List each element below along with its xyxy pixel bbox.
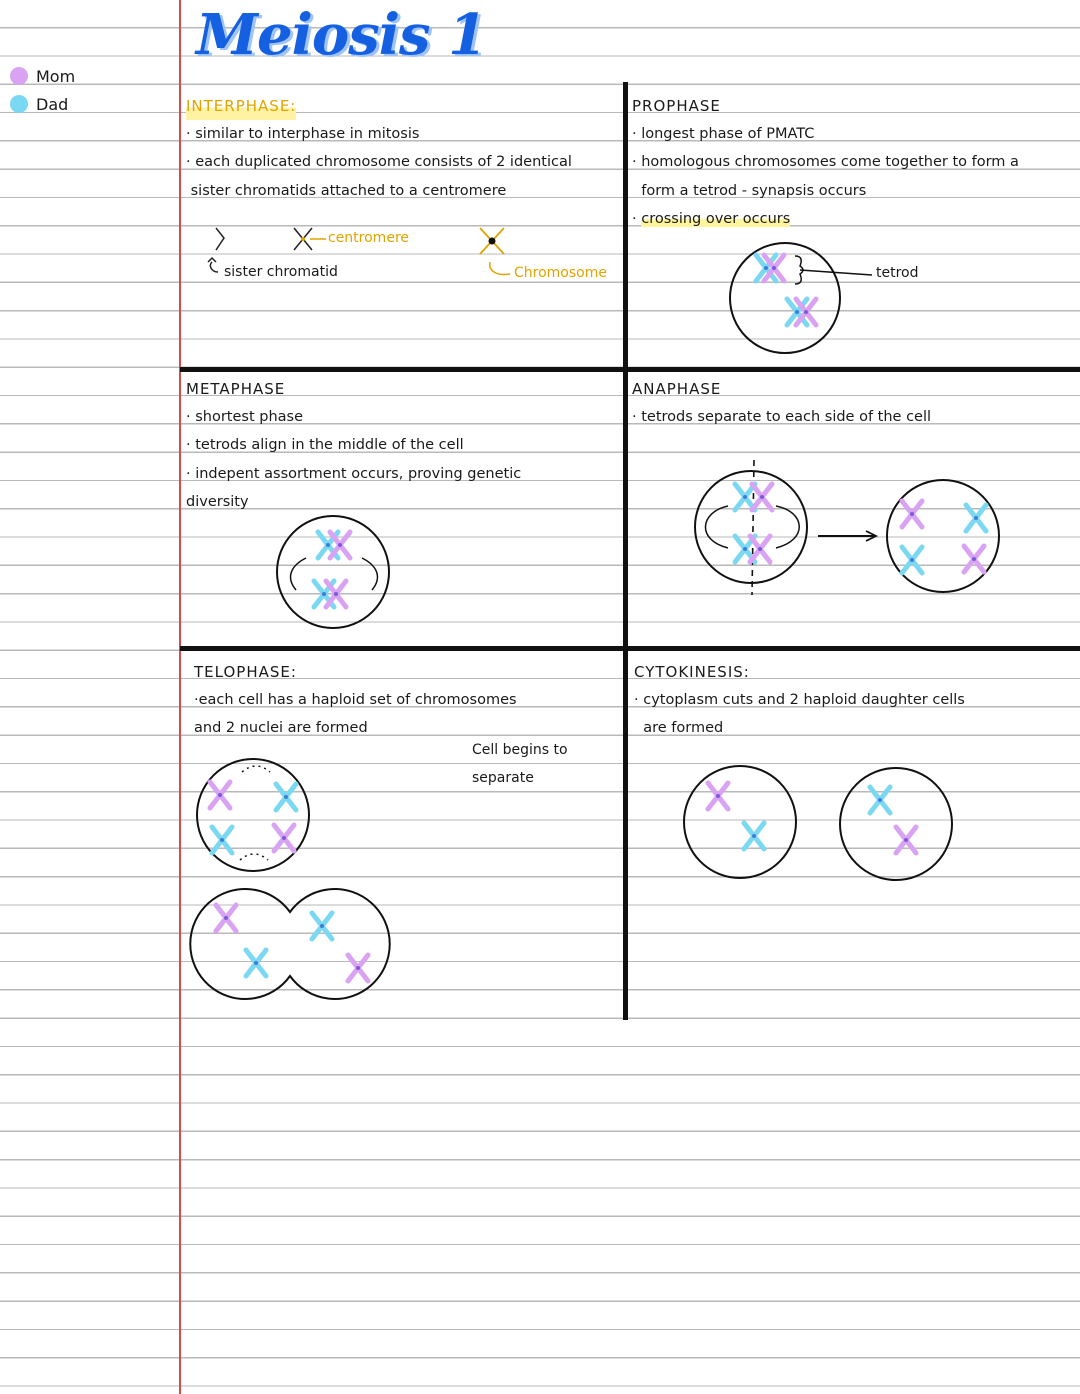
bullet-item: and 2 nuclei are formed — [194, 720, 368, 737]
section-heading: TELOPHASE: — [194, 663, 297, 681]
bullet-item: · tetrods separate to each side of the cell — [632, 409, 932, 425]
cytokinesis-cell-diagram-2 — [840, 768, 952, 880]
section-heading: METAPHASE — [186, 380, 286, 398]
metaphase-cell-diagram — [277, 516, 389, 628]
bullet-item: · indepent assortment occurs, proving genetic — [186, 465, 522, 482]
bullet-item: · crossing over occurs — [632, 210, 791, 227]
bullet-item: · cytoplasm cuts and 2 haploid daughter cells — [634, 692, 965, 708]
bullet-item: form a tetrod - synapsis occurs — [641, 182, 867, 199]
bullet-item: · homologous chromosomes come together to form a — [632, 154, 1019, 171]
dividing-cell-diagram — [190, 889, 389, 999]
section-heading: PROPHASE — [632, 97, 721, 115]
tetrod-label: tetrod — [876, 265, 919, 281]
bullet-item: · similar to interphase in mitosis — [186, 126, 420, 142]
centromere-label: centromere — [328, 230, 409, 246]
bullet-item: · shortest phase — [186, 409, 304, 425]
legend-label: Dad — [36, 94, 69, 114]
separate-note-line-2: separate — [472, 770, 534, 786]
anaphase-cell-diagram-2 — [887, 480, 999, 592]
bullet-item: · longest phase of PMATC — [632, 126, 815, 142]
bullet-item: · tetrods align in the middle of the cell — [186, 437, 464, 454]
section-heading: CYTOKINESIS: — [634, 663, 750, 681]
legend-label: Mom — [36, 66, 76, 86]
bullet-item: ·each cell has a haploid set of chromosomes — [194, 692, 517, 708]
sister-chromatid-label: sister chromatid — [224, 264, 338, 280]
page-title: Meiosis 1 — [196, 2, 487, 68]
chromosome-icon — [480, 228, 510, 275]
bullet-item: are formed — [643, 720, 724, 737]
bullet-item: · each duplicated chromosome consists of 2 identical — [186, 154, 572, 171]
sister-chromatid-icon — [208, 228, 224, 272]
chromosome-label: Chromosome — [514, 265, 607, 281]
centromere-icon — [294, 228, 326, 250]
section-heading: ANAPHASE — [632, 380, 722, 398]
separate-note-line-1: Cell begins to — [472, 742, 568, 758]
cytokinesis-cell-diagram-1 — [684, 766, 796, 878]
arrow-icon — [818, 531, 876, 541]
section-heading: INTERPHASE: — [186, 92, 296, 120]
telophase-cell-diagram — [197, 759, 309, 871]
bullet-item: sister chromatids attached to a centromere — [190, 182, 507, 199]
anaphase-cell-diagram-1 — [695, 460, 807, 595]
prophase-cell-diagram — [730, 243, 872, 353]
bullet-item: diversity — [186, 493, 249, 510]
